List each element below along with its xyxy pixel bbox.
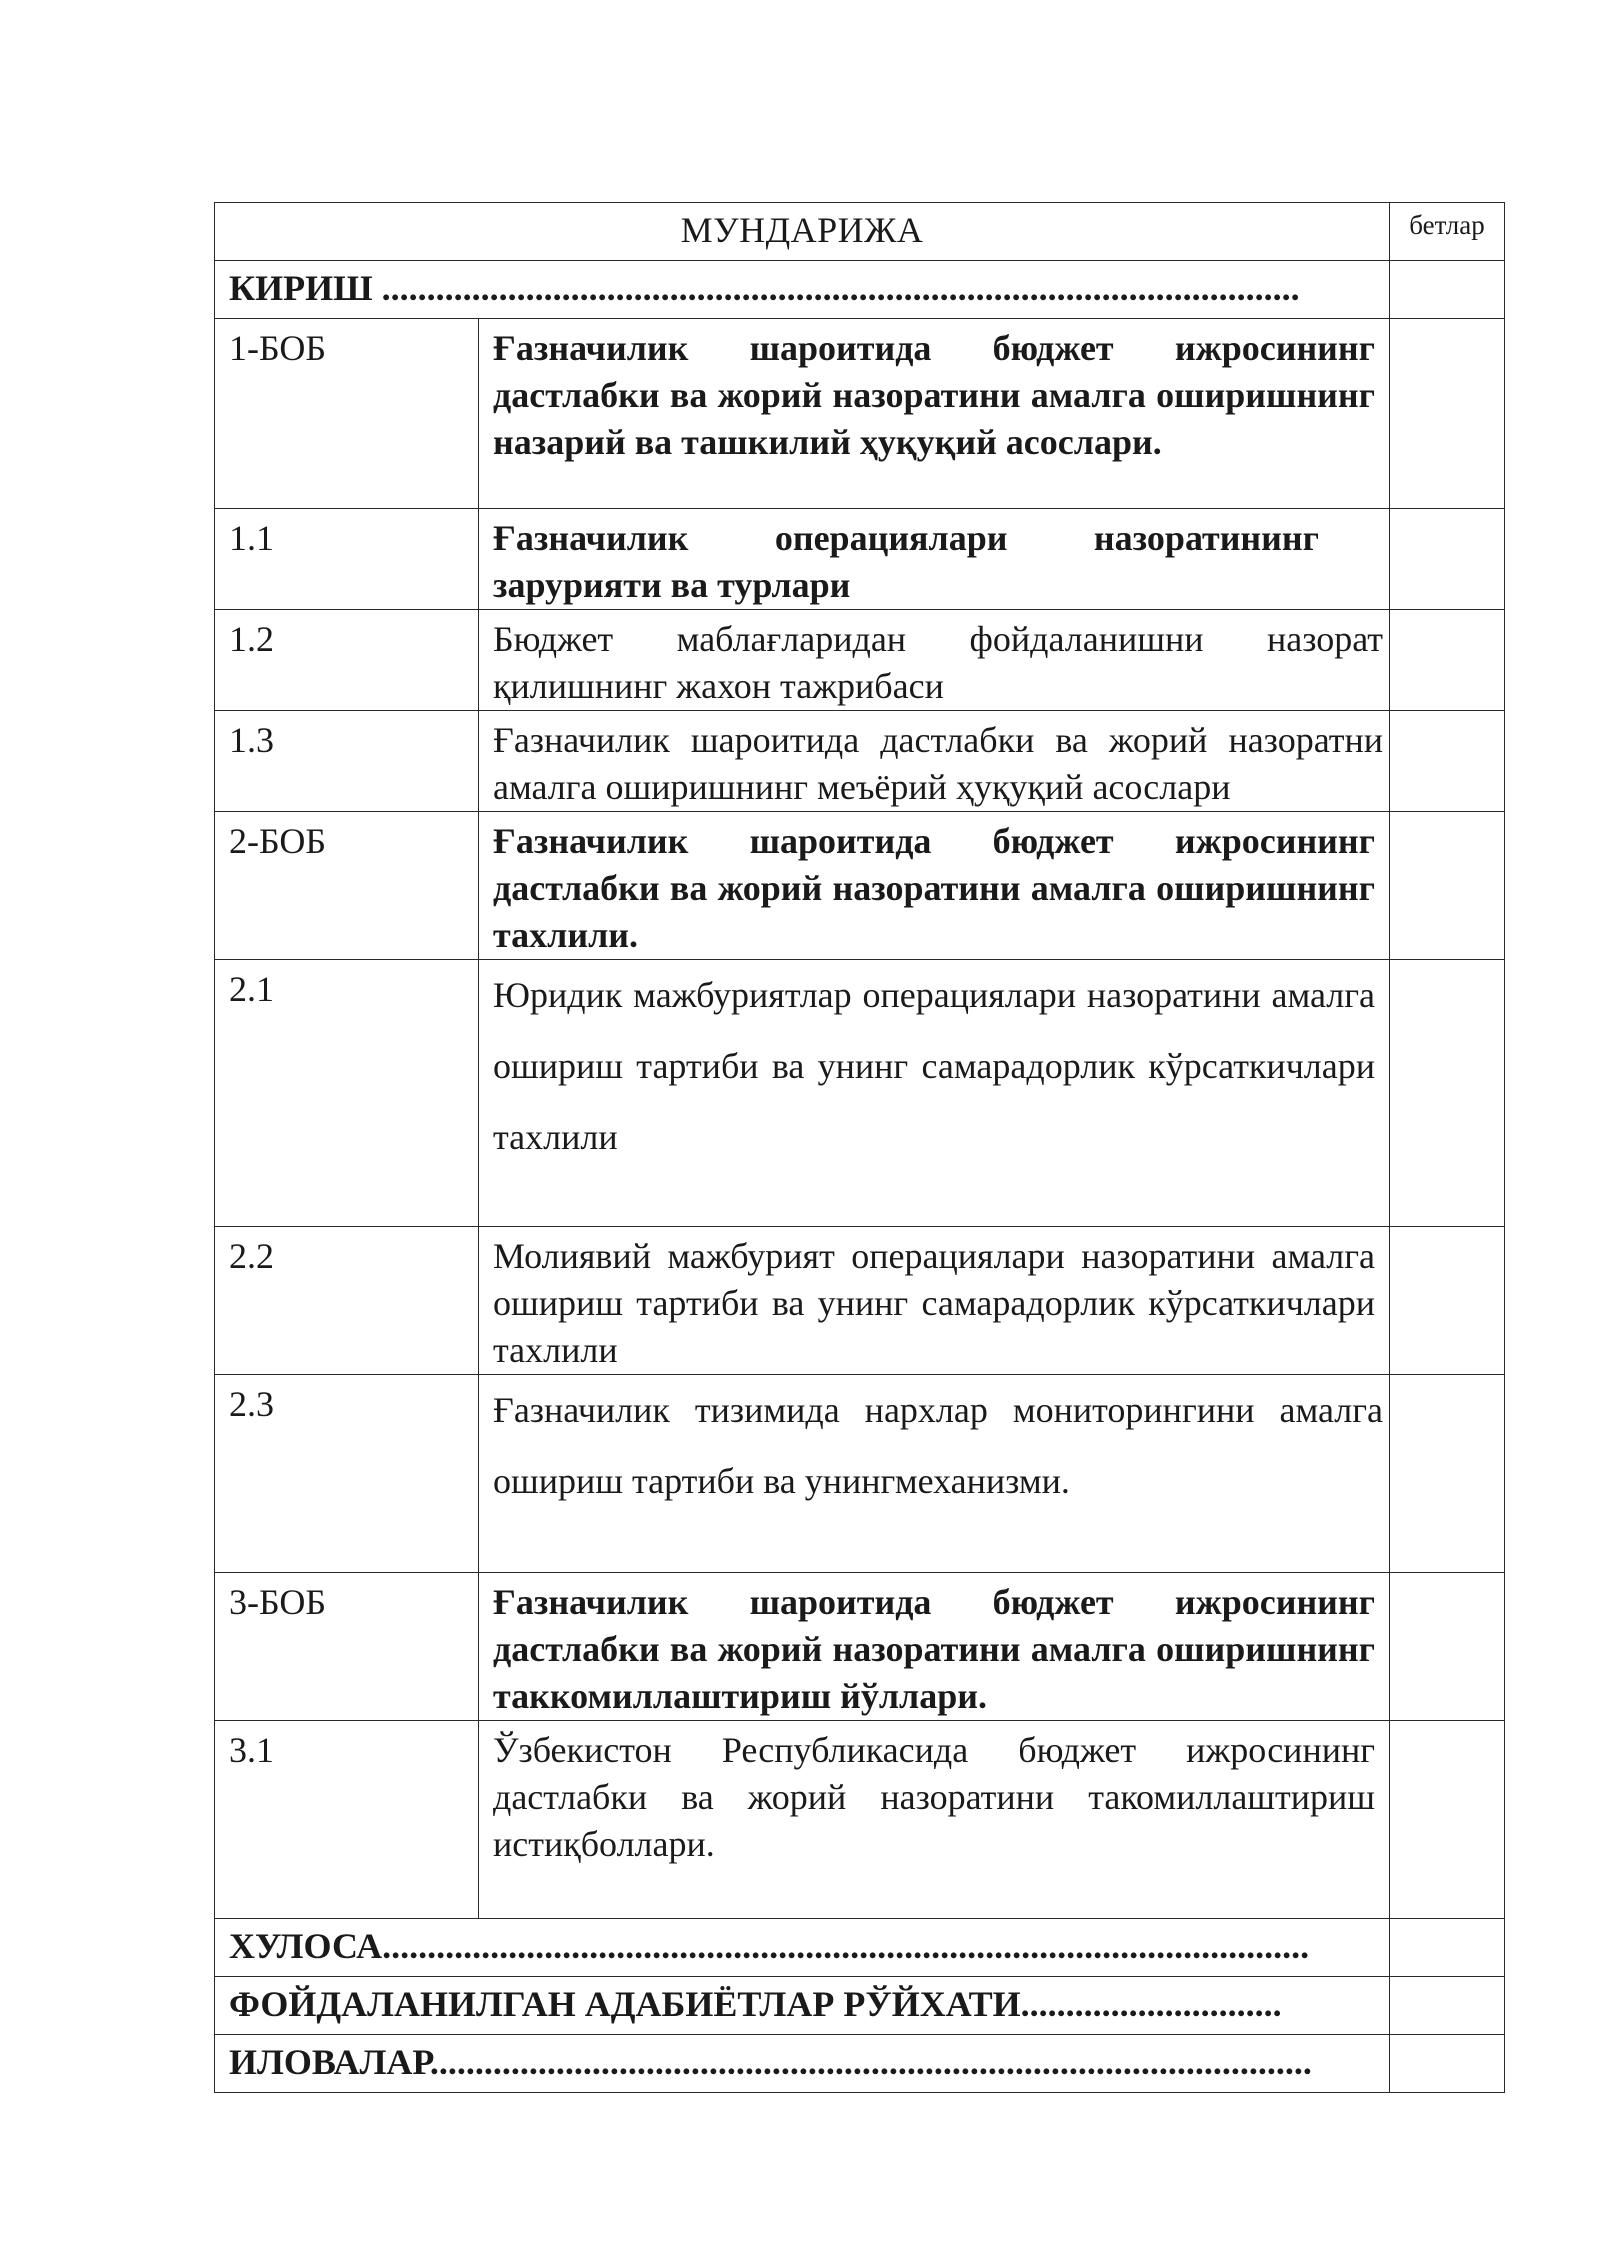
entry-title: Ғазначилик шароитида дастлабки ва жорий назоратни амалга оширишнинг меъёрий ҳуқуқий асослари [479,711,1390,812]
page-number-cell [1390,261,1505,319]
page-number-cell [1390,2035,1505,2093]
page-number-cell [1390,812,1505,960]
toc-title: МУНДАРИЖА [215,203,1390,261]
page-number-cell [1390,319,1505,509]
toc-row-chapter-1 [215,319,1505,509]
entry-number: 2.2 [215,1227,479,1375]
entry-title: Ғазначилик шароитида бюджет ижросининг дастлабки ва жорий назоратини амалга оширишнинг тахлили. [479,812,1390,960]
pages-column-header: бетлар [1390,203,1505,261]
entry-title: Ўзбекистон Республикасида бюджет ижросининг дастлабки ва жорий назоратини такомиллаштириш истиқболлари. [479,1721,1390,1919]
page-number-cell [1390,1227,1505,1375]
toc-row-1-2 [215,610,1505,711]
toc-row-1-3 [215,711,1505,812]
toc-row-references [215,1977,1505,2035]
toc-row-2-1 [215,960,1505,1227]
entry-title: Молиявий мажбурият операциялари назоратини амалга ошириш тартиби ва унинг самарадорлик кўрсаткичлари тахлили [479,1227,1390,1375]
toc-row-chapter-2 [215,812,1505,960]
entry-number: 2.1 [215,960,479,1227]
toc-row-intro [215,261,1505,319]
toc-row-2-3 [215,1375,1505,1573]
page-number-cell [1390,509,1505,610]
entry-title: Ғазначилик тизимида нархлар мониторингини амалга ошириш тартиби ва унингмеханизми. [479,1375,1390,1573]
entry-title: Ғазначилик шароитида бюджет ижросининг дастлабки ва жорий назоратини амалга оширишнинг таккомиллаштириш йўллари. [479,1573,1390,1721]
toc-row-appendices [215,2035,1505,2093]
page-number-cell [1390,960,1505,1227]
page-number-cell [1390,711,1505,812]
entry-title: Юридик мажбуриятлар операциялари назоратини амалга ошириш тартиби ва унинг самарадорлик кўрсаткичлари тахлили [479,960,1390,1227]
entry-number: 2-БОБ [215,812,479,960]
entry-number: 1.3 [215,711,479,812]
toc-row-2-2 [215,1227,1505,1375]
toc-row-1-1 [215,509,1505,610]
entry-number: 1.1 [215,509,479,610]
entry-number: 3.1 [215,1721,479,1919]
entry-title: Бюджет маблағларидан фойдаланишни назорат қилишнинг жахон тажрибаси [479,610,1390,711]
table-of-contents [214,202,1505,2093]
page-number-cell [1390,1977,1505,2035]
entry-title: Ғазначилик операциялари назоратининг зарурияти ва турлари [479,509,1390,610]
page-number-cell [1390,1573,1505,1721]
page-number-cell [1390,610,1505,711]
toc-row-chapter-3 [215,1573,1505,1721]
entry-number: 3-БОБ [215,1573,479,1721]
page-number-cell [1390,1919,1505,1977]
conclusion-entry: ХУЛОСА....................................................................................................... [215,1919,1390,1977]
entry-number: 2.3 [215,1375,479,1573]
page-number-cell [1390,1721,1505,1919]
toc-row-3-1 [215,1721,1505,1919]
toc-row-conclusion [215,1919,1505,1977]
entry-number: 1.2 [215,610,479,711]
toc-header-row [215,203,1505,261]
page-number-cell [1390,1375,1505,1573]
references-entry: ФОЙДАЛАНИЛГАН АДАБИЁТЛАР РЎЙХАТИ............................. [215,1977,1390,2035]
intro-entry: КИРИШ ...................................................................................................... [215,261,1390,319]
appendices-entry: ИЛОВАЛАР.................................................................................................. [215,2035,1390,2093]
entry-number: 1-БОБ [215,319,479,509]
entry-title: Ғазначилик шароитида бюджет ижросининг дастлабки ва жорий назоратини амалга оширишнинг назарий ва ташкилий ҳуқуқий асослари. [479,319,1390,509]
